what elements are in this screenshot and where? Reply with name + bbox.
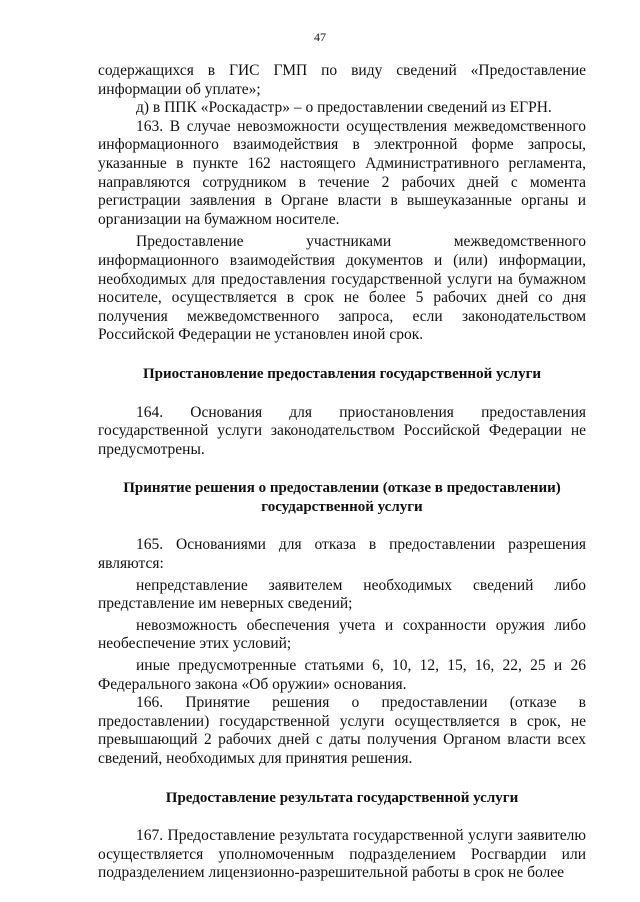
paragraph-gis-gmp: содержащихся в ГИС ГМП по виду сведений «Предоставление информации об уплате»; <box>98 62 586 98</box>
heading-suspension: Приостановление предоставления государственной услуги <box>142 365 542 382</box>
paragraph-166: 166. Принятие решения о предоставлении (отказе в предоставлении) государственной услуги осуществляется в срок, не превышающий 2 рабочих дней с даты получения Органом власти всех сведений, необходимых для принятия решения. <box>98 694 586 767</box>
page-number: 47 <box>314 30 326 44</box>
paragraph-refusal-reason-3: иные предусмотренные статьями 6, 10, 12, 15, 16, 22, 25 и 26 Федерального закона «Об оружии» основания. <box>98 657 586 693</box>
paragraph-164: 164. Основания для приостановления предоставления государственной услуги законодательством Российской Федерации не предусмотрены. <box>98 403 586 458</box>
paragraph-167: 167. Предоставление результата государственной услуги заявителю осуществляется уполномоченным подразделением Росгвардии или подразделением лицензионно-разрешительной работы в срок не более <box>98 827 586 882</box>
paragraph-163: 163. В случае невозможности осуществления межведомственного информационного взаимодействия в электронной форме запросы, указанные в пункте 162 настоящего Административного регламента, направляются сотрудником в течение 2 рабочих дней с момента регистрации заявления в Органе власти в вышеуказанные органы и организации на бумажном носителе. <box>98 117 586 228</box>
paragraph-refusal-reason-2: невозможность обеспечения учета и сохранности оружия либо необеспечение этих условий; <box>98 616 586 653</box>
paragraph-rosreestr: д) в ППК «Роскадастр» – о предоставлении сведений из ЕГРН. <box>136 99 552 117</box>
paragraph-interagency-paper: Предоставление участниками межведомственного информационного взаимодействия документов и (или) информации, необходимых для предоставления государственной услуги на бумажном носителе, осуществляется в срок не более 5 рабочих дней со дня получения межведомственного запроса, если законодательством Российской Федерации не установлен иной срок. <box>98 233 586 344</box>
paragraph-165: 165. Основаниями для отказа в предоставлении разрешения являются: <box>98 536 586 573</box>
paragraph-refusal-reason-1: непредставление заявителем необходимых сведений либо представление им неверных сведений; <box>98 576 586 613</box>
heading-decision <box>98 479 586 516</box>
heading-decision-line1: Принятие решения о предоставлении (отказе в предоставлении) <box>123 480 561 497</box>
document-body <box>98 62 586 883</box>
heading-decision-line2: государственной услуги <box>261 498 423 515</box>
heading-result: Предоставление результата государственной услуги <box>165 789 519 806</box>
